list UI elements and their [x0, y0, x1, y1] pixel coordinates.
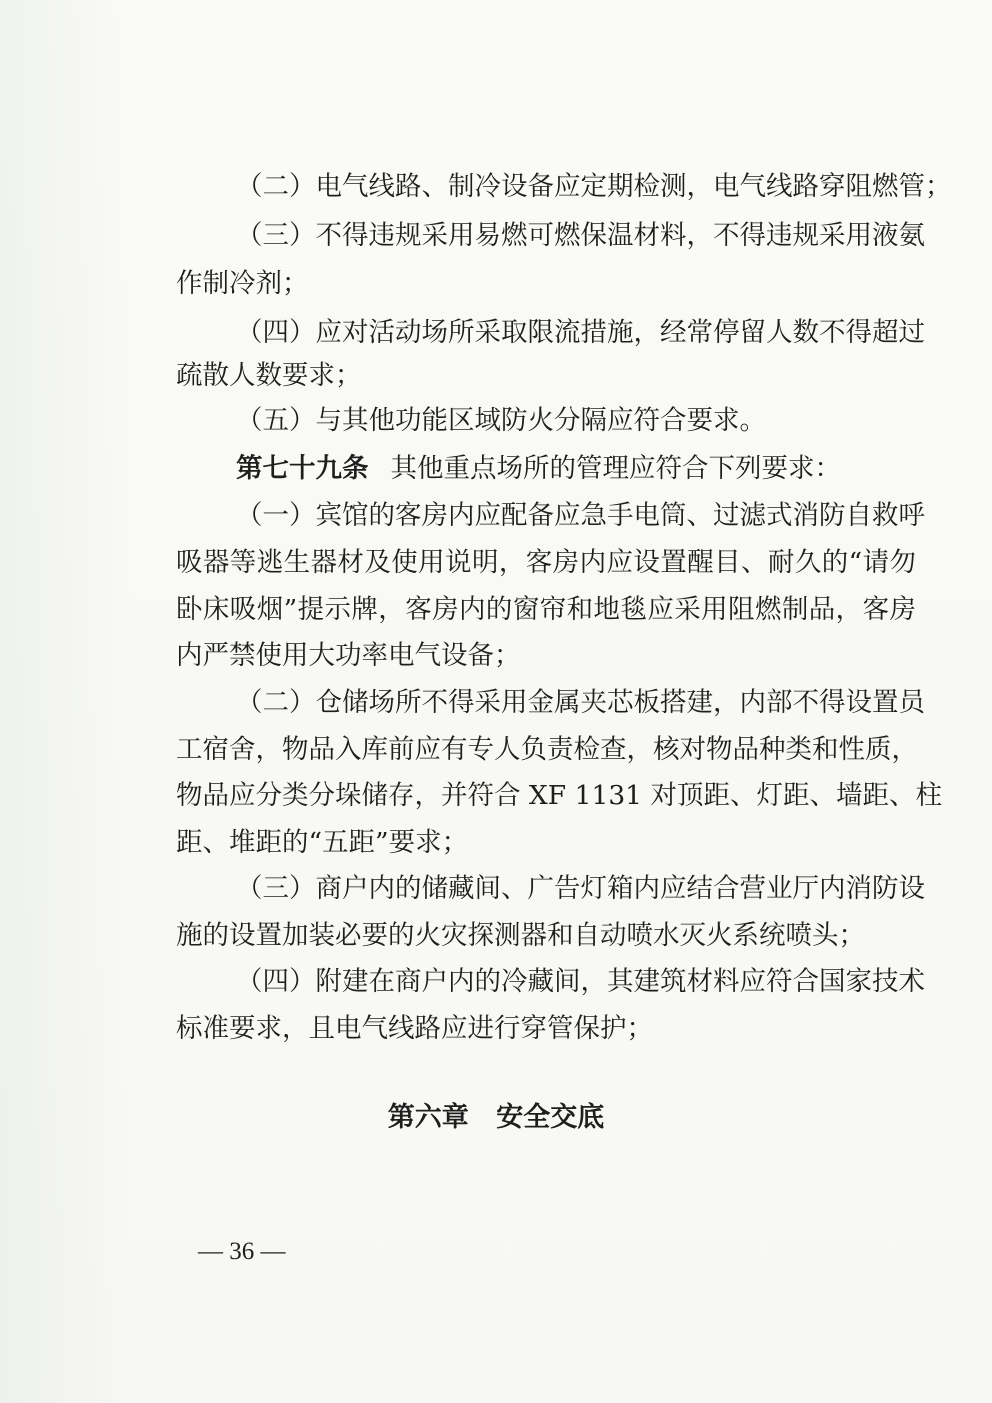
- chapter-heading: 第六章 安全交底: [387, 1102, 605, 1133]
- body-line: 作制冷剂；: [176, 268, 309, 299]
- body-line: （二）仓储场所不得采用金属夹芯板搭建，内部不得设置员: [236, 687, 925, 718]
- body-line: 吸器等逃生器材及使用说明，客房内应设置醒目、耐久的“请勿: [176, 547, 916, 578]
- page-number: — 36 —: [198, 1238, 286, 1265]
- body-line: 疏散人数要求；: [176, 360, 362, 391]
- article-text: 其他重点场所的管理应符合下列要求：: [390, 453, 841, 484]
- body-line: （四）附建在商户内的冷藏间，其建筑材料应符合国家技术: [236, 966, 925, 997]
- article-79-line: [236, 452, 916, 486]
- body-line: （一）宾馆的客房内应配备应急手电筒、过滤式消防自救呼: [236, 500, 925, 531]
- body-line: （五）与其他功能区域防火分隔应符合要求。: [236, 405, 766, 436]
- body-line: 内严禁使用大功率电气设备；: [176, 640, 521, 671]
- body-line: （三）商户内的储藏间、广告灯箱内应结合营业厅内消防设: [236, 873, 925, 904]
- body-line: 距、堆距的“五距”要求；: [176, 827, 469, 858]
- body-line: 卧床吸烟”提示牌，客房内的窗帘和地毯应采用阻燃制品，客房: [176, 594, 916, 625]
- body-line: 物品应分类分垛储存，并符合 XF 1131 对顶距、灯距、墙距、柱: [176, 780, 942, 811]
- body-line: （三）不得违规采用易燃可燃保温材料，不得违规采用液氨: [236, 220, 925, 251]
- scan-shading: [0, 0, 130, 1403]
- body-line: 工宿舍，物品入库前应有专人负责检查，核对物品种类和性质，: [176, 734, 918, 765]
- article-heading: 第七十九条: [236, 453, 369, 484]
- body-line: （四）应对活动场所采取限流措施，经常停留人数不得超过: [236, 317, 925, 348]
- body-line: （二）电气线路、制冷设备应定期检测，电气线路穿阻燃管；: [236, 171, 952, 202]
- body-line: 施的设置加装必要的火灾探测器和自动喷水灭火系统喷头；: [176, 920, 865, 951]
- body-line: 标准要求，且电气线路应进行穿管保护；: [176, 1013, 653, 1044]
